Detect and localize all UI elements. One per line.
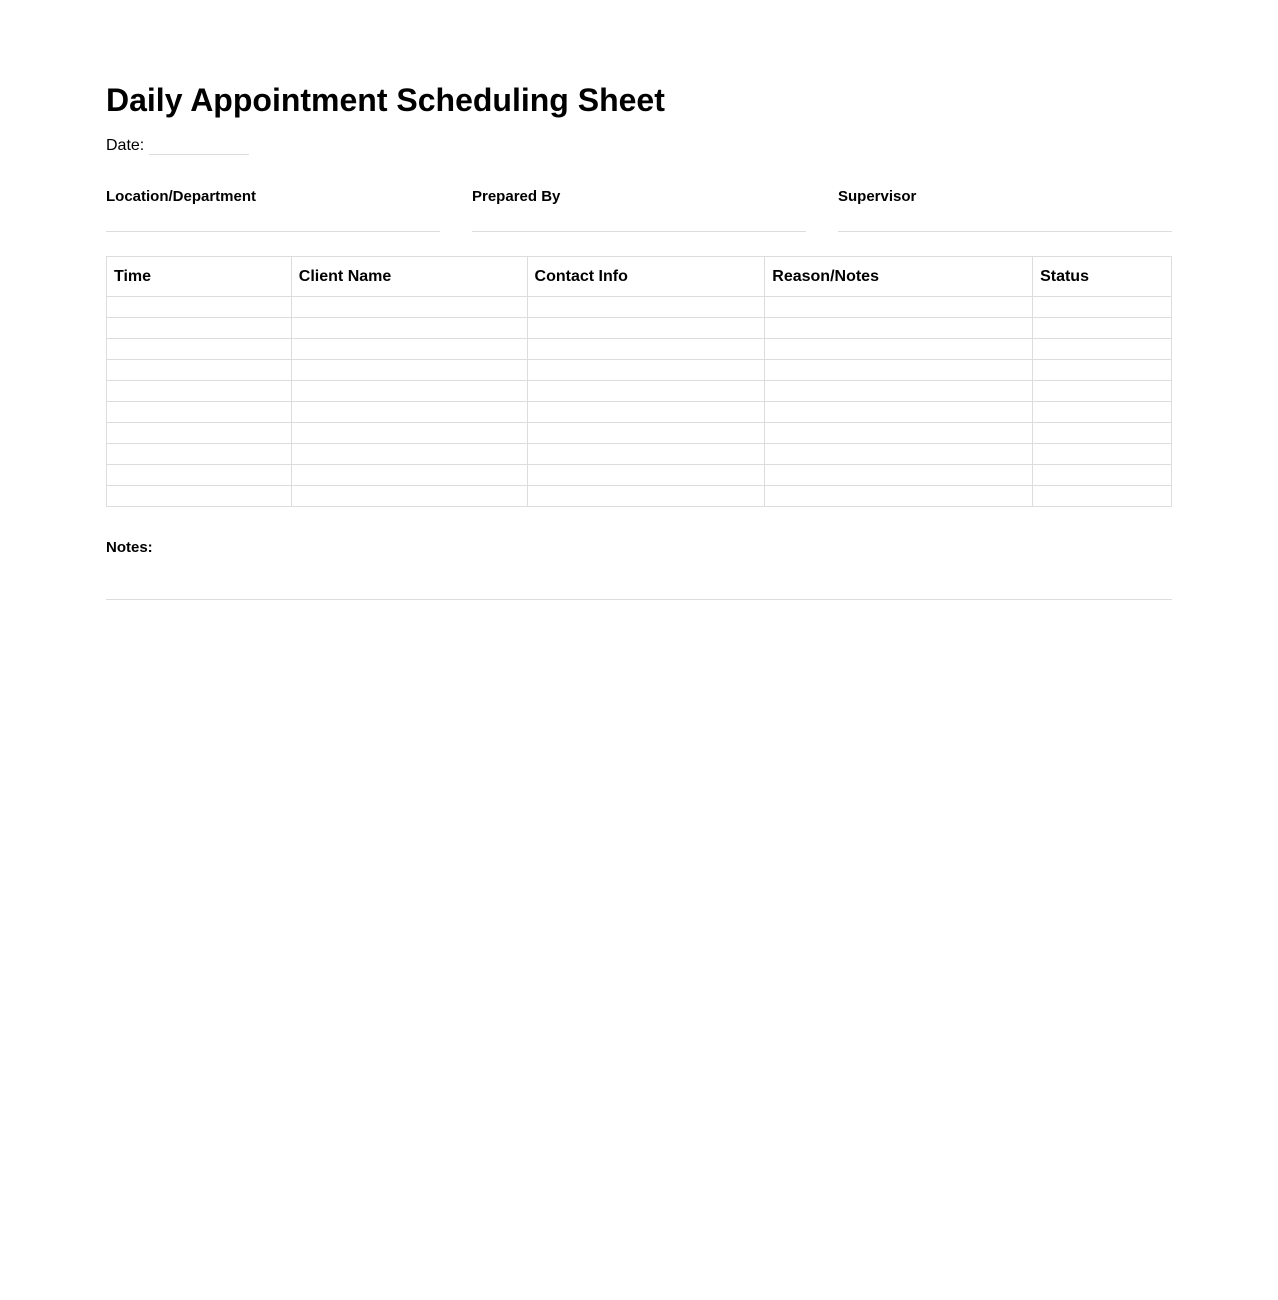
table-cell[interactable] [527, 402, 765, 423]
table-cell[interactable] [1033, 339, 1172, 360]
table-cell[interactable] [1033, 486, 1172, 507]
table-cell[interactable] [527, 423, 765, 444]
table-cell[interactable] [1033, 381, 1172, 402]
table-cell[interactable] [765, 486, 1033, 507]
table-cell[interactable] [291, 297, 527, 318]
table-cell[interactable] [1033, 297, 1172, 318]
header-time: Time [107, 257, 292, 297]
table-cell[interactable] [527, 318, 765, 339]
table-cell[interactable] [765, 402, 1033, 423]
table-row [107, 318, 1172, 339]
table-cell[interactable] [291, 444, 527, 465]
table-header-row [107, 257, 1172, 297]
date-input-line[interactable] [149, 141, 249, 155]
prepared-by-input-line[interactable] [472, 231, 806, 232]
table-cell[interactable] [107, 339, 292, 360]
table-cell[interactable] [107, 360, 292, 381]
header-reason-notes: Reason/Notes [765, 257, 1033, 297]
table-cell[interactable] [527, 486, 765, 507]
table-cell[interactable] [765, 444, 1033, 465]
table-cell[interactable] [765, 297, 1033, 318]
table-row [107, 444, 1172, 465]
table-cell[interactable] [527, 297, 765, 318]
table-cell[interactable] [1033, 444, 1172, 465]
table-cell[interactable] [1033, 402, 1172, 423]
prepared-by-field [472, 188, 806, 232]
table-row [107, 465, 1172, 486]
table-cell[interactable] [527, 339, 765, 360]
page-title: Daily Appointment Scheduling Sheet [106, 82, 665, 118]
notes-label: Notes: [106, 539, 153, 556]
header-status: Status [1033, 257, 1172, 297]
table-row [107, 339, 1172, 360]
table-cell[interactable] [765, 381, 1033, 402]
date-label: Date: [106, 137, 145, 154]
table-cell[interactable] [1033, 360, 1172, 381]
location-department-field [106, 188, 440, 232]
table-cell[interactable] [765, 318, 1033, 339]
prepared-by-label: Prepared By [472, 188, 561, 205]
notes-input-line[interactable] [106, 599, 1172, 600]
table-cell[interactable] [107, 486, 292, 507]
table-cell[interactable] [291, 402, 527, 423]
supervisor-label: Supervisor [838, 188, 917, 205]
table-cell[interactable] [1033, 423, 1172, 444]
table-row [107, 423, 1172, 444]
table-cell[interactable] [291, 318, 527, 339]
table-cell[interactable] [1033, 465, 1172, 486]
table-cell[interactable] [107, 444, 292, 465]
location-department-input-line[interactable] [106, 231, 440, 232]
table-cell[interactable] [107, 297, 292, 318]
appointments-table [106, 256, 1172, 507]
table-cell[interactable] [107, 402, 292, 423]
table-cell[interactable] [107, 423, 292, 444]
table-row [107, 297, 1172, 318]
table-cell[interactable] [107, 318, 292, 339]
table-cell[interactable] [291, 381, 527, 402]
table-cell[interactable] [107, 381, 292, 402]
table-cell[interactable] [291, 339, 527, 360]
table-cell[interactable] [765, 360, 1033, 381]
table-row [107, 381, 1172, 402]
table-row [107, 360, 1172, 381]
supervisor-field [838, 188, 1172, 232]
notes-section [106, 539, 1172, 600]
header-contact-info: Contact Info [527, 257, 765, 297]
date-field [106, 137, 249, 155]
table-cell[interactable] [291, 423, 527, 444]
table-row [107, 402, 1172, 423]
table-cell[interactable] [527, 444, 765, 465]
header-client-name: Client Name [291, 257, 527, 297]
table-cell[interactable] [291, 486, 527, 507]
table-row [107, 486, 1172, 507]
table-cell[interactable] [1033, 318, 1172, 339]
table-cell[interactable] [765, 423, 1033, 444]
table-cell[interactable] [527, 381, 765, 402]
table-cell[interactable] [291, 465, 527, 486]
table-cell[interactable] [291, 360, 527, 381]
table-cell[interactable] [765, 339, 1033, 360]
table-cell[interactable] [765, 465, 1033, 486]
table-cell[interactable] [527, 465, 765, 486]
location-department-label: Location/Department [106, 188, 257, 205]
supervisor-input-line[interactable] [838, 231, 1172, 232]
table-cell[interactable] [107, 465, 292, 486]
table-cell[interactable] [527, 360, 765, 381]
